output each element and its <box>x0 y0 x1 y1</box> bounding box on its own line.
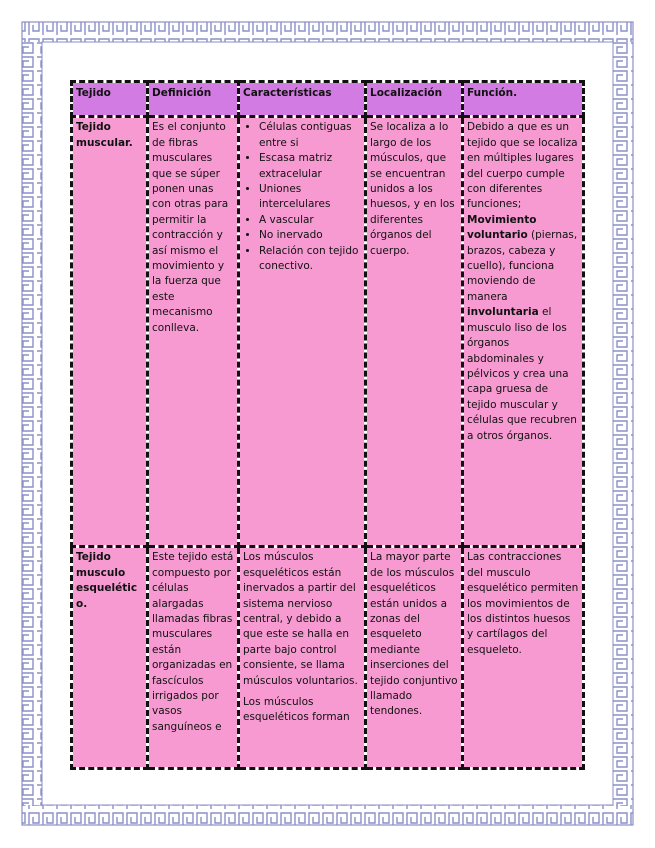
list-item: • Células contiguas entre si <box>259 120 361 151</box>
function-cell: Las contracciones del musculo esquelético permiten los movimientos de los distintos huesos y cartílagos del esqueleto. <box>463 547 584 769</box>
function-term: Movimiento voluntario <box>467 213 537 242</box>
characteristics-paragraph: Los músculos esqueléticos están inervados a partir del sistema nervioso central, y debido a que este se halla en parte bajo control consiente, se llama músculos voluntarios. <box>243 551 358 687</box>
header-caracteristicas: Características <box>239 82 366 117</box>
header-funcion: Función. <box>463 82 584 117</box>
list-item: • Uniones intercelulares <box>259 182 361 213</box>
characteristics-paragraph: Los músculos esqueléticos forman <box>243 696 350 724</box>
definition-cell: Este tejido está compuesto por células alargadas llamadas fibras musculares están organizadas en fascículos irrigados por vasos sanguíneos e <box>148 547 239 769</box>
definition-cell: Es el conjunto de fibras musculares que se súper ponen unas con otras para permitir la contracción y así mismo el movimiento y la fuerza que este mecanismo conlleva. <box>148 117 239 547</box>
function-text: el musculo liso de los órganos abdominales y pélvicos y crea una capa gruesa de tejido muscular y células que recubren a otros órganos. <box>467 306 577 442</box>
location-cell: Se localiza a lo largo de los músculos, que se encuentran unidos a los huesos, y en los diferentes órganos del cuerpo. <box>366 117 463 547</box>
location-cell: La mayor parte de los músculos esqueléticos están unidos a zonas del esqueleto mediante inserciones del tejido conjuntivo llamado tendones. <box>366 547 463 769</box>
tissue-name: Tejido muscular. <box>72 117 148 547</box>
function-cell <box>463 117 584 547</box>
function-term: involuntaria <box>467 306 539 319</box>
list-item: • Escasa matriz extracelular <box>259 151 361 182</box>
characteristics-cell <box>239 117 366 547</box>
function-intro: Debido a que es un tejido que se localiza en múltiples lugares del cuerpo cumple con diferentes funciones; <box>467 121 578 211</box>
list-item: • Relación con tejido conectivo. <box>259 244 361 275</box>
characteristics-cell <box>239 547 366 769</box>
list-item: • A vascular <box>259 213 361 228</box>
list-item: • No inervado <box>259 228 361 243</box>
function-text: (piernas, brazos, cabeza y cuello), funciona moviendo de manera <box>467 229 578 303</box>
header-tejido: Tejido <box>72 82 148 117</box>
table-row <box>72 117 584 547</box>
header-definicion: Definición <box>148 82 239 117</box>
tissue-name: Tejido musculo esquelético. <box>72 547 148 769</box>
table-row <box>72 547 584 769</box>
header-localizacion: Localización <box>366 82 463 117</box>
characteristics-list <box>243 120 361 274</box>
tissue-table <box>70 80 585 770</box>
table-header-row <box>72 82 584 117</box>
